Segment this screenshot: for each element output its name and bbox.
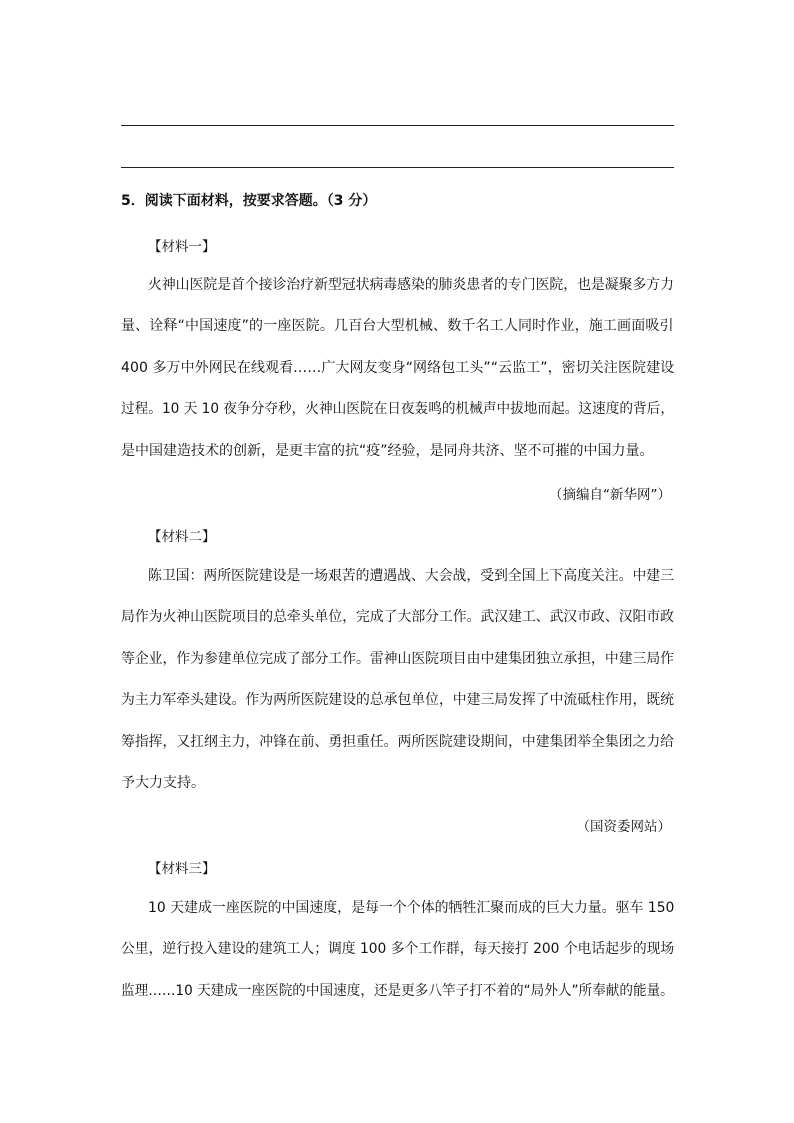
- material-2-line: 局作为火神山医院项目的总牵头单位，完成了大部分工作。武汉建工、武汉市政、汉阳市政: [121, 609, 674, 625]
- material-2-line: 筹指挥，又扛纲主力，冲锋在前、勇担重任。两所医院建设期间，中建集团举全集团之力给: [121, 734, 674, 750]
- material-2-source: （国资委网站）: [576, 819, 671, 835]
- material-1-line: 过程。10 天 10 夜争分夺秒，火神山医院在日夜轰鸣的机械声中拔地而起。这速度的背后，: [121, 401, 674, 417]
- material-1-line: 量、诠释“中国速度”的一座医院。几百台大型机械、数千名工人同时作业，施工画面吸引: [121, 318, 674, 334]
- answer-line: [121, 125, 674, 126]
- material-1-source: （摘编自“新华网”）: [549, 487, 671, 503]
- material-2-line: 予大力支持。: [121, 775, 205, 791]
- material-2-label: 【材料二】: [148, 529, 216, 545]
- material-3-label: 【材料三】: [148, 861, 216, 877]
- material-3-line: 公里，逆行投入建设的建筑工人；调度 100 多个工作群，每天接打 200 个电话起步的现场: [121, 941, 675, 957]
- material-1-line: 400 多万中外网民在线观看……广大网友变身“网络包工头”“云监工”，密切关注医院建设: [121, 360, 675, 376]
- question-title: 5．阅读下面材料，按要求答题。（3 分）: [121, 193, 377, 209]
- material-2-line: 陈卫国：两所医院建设是一场艰苦的遭遇战、大会战，受到全国上下高度关注。中建三: [148, 568, 674, 584]
- answer-line: [121, 167, 674, 168]
- material-1-line: 火神山医院是首个接诊治疗新型冠状病毒感染的肺炎患者的专门医院，也是凝聚多方力: [148, 277, 674, 293]
- material-2-line: 为主力军牵头建设。作为两所医院建设的总承包单位，中建三局发挥了中流砥柱作用，既统: [121, 692, 674, 708]
- material-2-line: 等企业，作为参建单位完成了部分工作。雷神山医院项目由中建集团独立承担，中建三局作: [121, 651, 674, 667]
- material-1-label: 【材料一】: [148, 239, 216, 255]
- material-1-line: 是中国建造技术的创新，是更丰富的抗“疫”经验，是同舟共济、坚不可摧的中国力量。: [121, 443, 654, 459]
- material-3-line: 10 天建成一座医院的中国速度，是每一个个体的牺牲汇聚而成的巨大力量。驱车 150: [148, 900, 675, 916]
- material-3-line: 监理……10 天建成一座医院的中国速度，还是更多八竿子打不着的“局外人”所奉献的能量。: [121, 983, 674, 999]
